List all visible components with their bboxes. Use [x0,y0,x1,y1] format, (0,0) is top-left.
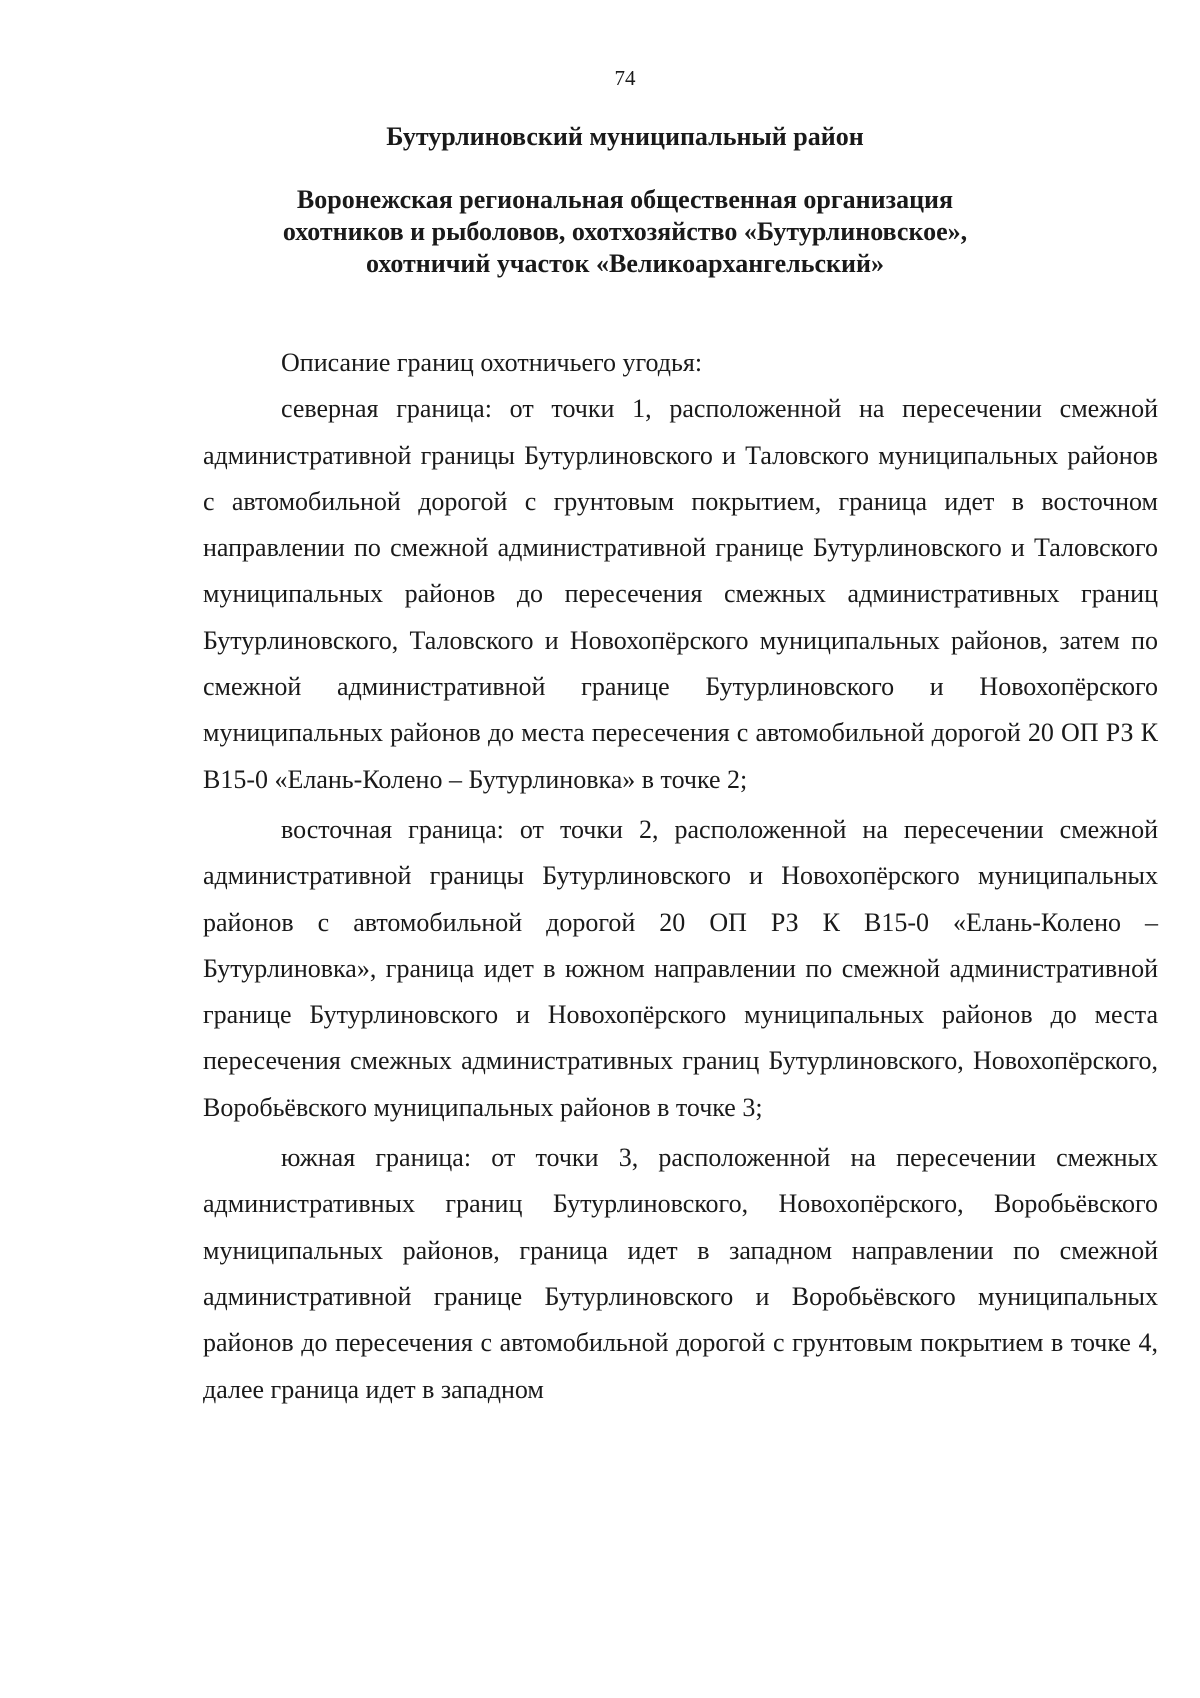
organization-heading [0,184,1200,280]
boundary-description [203,340,1158,1413]
organization-heading-line-1: Воронежская региональная общественная организация [296,185,954,214]
northern-boundary-paragraph: северная граница: от точки 1, расположенной на пересечении смежной административной границы Бутурлиновского и Таловского муниципальных районов с автомобильной дорогой с грунтовым покрытием, граница идет в восточном направлении по смежной административной границе Бутурлиновского и Таловского муниципальных районов до пересечения смежных административных границ Бутурлиновского, Таловского и Новохопёрского муниципальных районов, затем по смежной административной границе Бутурлиновского и Новохопёрского муниципальных районов до места пересечения с автомобильной дорогой 20 ОП РЗ К В15-0 «Елань-Колено – Бутурлиновка» в точке 2; [203,394,1158,794]
district-title: Бутурлиновский муниципальный район [386,122,864,151]
organization-heading-line-3: охотничий участок «Великоархангельский» [366,249,884,278]
eastern-boundary-paragraph: восточная граница: от точки 2, расположенной на пересечении смежной административной границы Бутурлиновского и Новохопёрского муниципальных районов с автомобильной дорогой 20 ОП РЗ К В15-0 «Елань-Колено – Бутурлиновка», граница идет в южном направлении по смежной административной границе Бутурлиновского и Новохопёрского муниципальных районов до места пересечения смежных административных границ Бутурлиновского, Новохопёрского, Воробьёвского муниципальных районов в точке 3; [203,814,1158,1122]
page-number: 74 [614,66,636,90]
southern-boundary-paragraph: южная граница: от точки 3, расположенной на пересечении смежных административных границ Бутурлиновского, Новохопёрского, Воробьёвского муниципальных районов, граница идет в западном направлении по смежной административной границе Бутурлиновского и Воробьёвского муниципальных районов до пересечения с автомобильной дорогой с грунтовым покрытием в точке 4, далее граница идет в западном [203,1143,1158,1404]
description-intro: Описание границ охотничьего угодья: [281,348,703,377]
organization-heading-line-2: охотников и рыболовов, охотхозяйство «Бутурлиновское», [282,217,968,246]
